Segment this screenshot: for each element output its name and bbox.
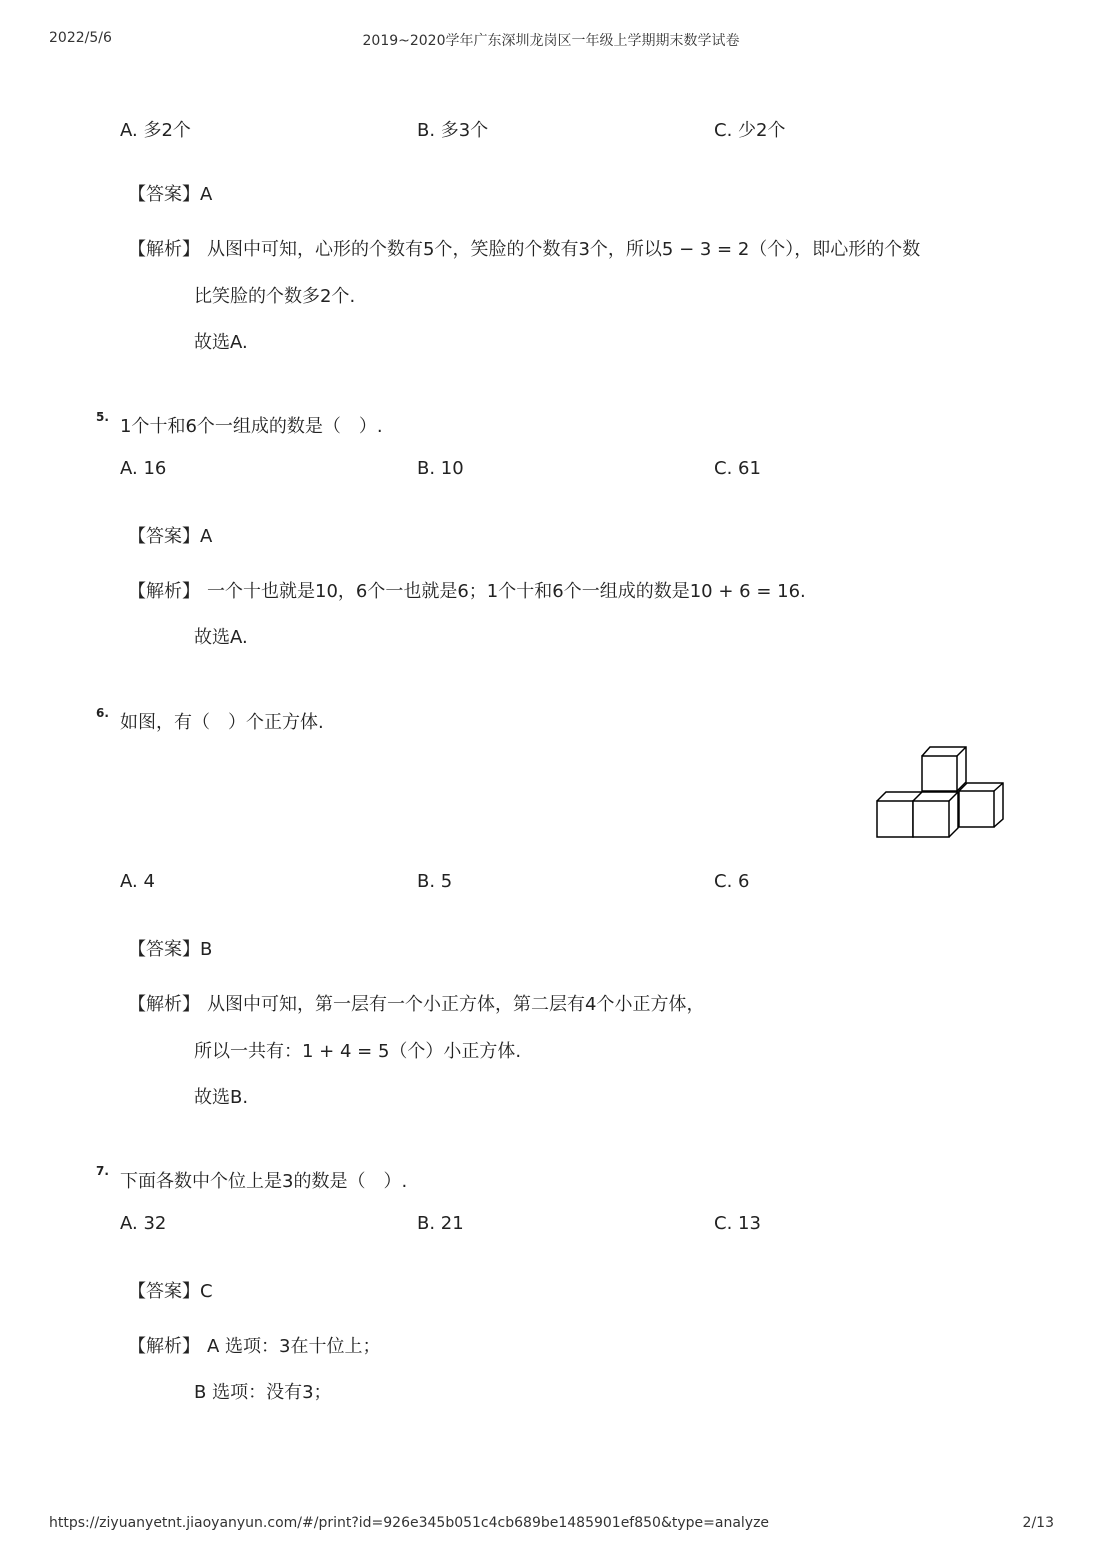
q6-analysis-line3: 故选B. — [194, 1087, 249, 1108]
q7-answer: 【答案】C — [128, 1281, 213, 1302]
q5-analysis-line1: 一个十也就是10，6个一也就是6；1个十和6个一组成的数是10 + 6 = 16. — [207, 581, 806, 602]
q4-option-a: A. 多2个 — [120, 120, 191, 141]
q7-analysis-line2: B 选项：没有3； — [194, 1382, 332, 1403]
q7-option-a: A. 32 — [120, 1213, 167, 1234]
q4-answer: 【答案】A — [128, 184, 213, 205]
q5-option-a: A. 16 — [120, 458, 167, 479]
q4-analysis-line1: 从图中可知，心形的个数有5个，笑脸的个数有3个，所以5 − 3 = 2（个），即心形的个数 — [207, 239, 921, 260]
q6-text: 如图，有（ ）个正方体. — [120, 712, 324, 733]
q6-number: 6. — [96, 706, 109, 720]
q6-analysis-label: 【解析】 — [128, 994, 200, 1015]
q5-analysis-label: 【解析】 — [128, 581, 200, 602]
print-date: 2022/5/6 — [49, 30, 112, 46]
q6-option-b: B. 5 — [417, 871, 453, 892]
q7-text: 下面各数中个位上是3的数是（ ）. — [120, 1171, 408, 1192]
q7-analysis-label: 【解析】 — [128, 1336, 200, 1357]
q5-analysis-line2: 故选A. — [194, 627, 248, 648]
cube-stack-figure — [874, 745, 1006, 841]
q5-option-b: B. 10 — [417, 458, 464, 479]
q4-analysis-line2: 比笑脸的个数多2个. — [194, 286, 356, 307]
q7-option-b: B. 21 — [417, 1213, 464, 1234]
q4-analysis-label: 【解析】 — [128, 239, 200, 260]
q6-answer: 【答案】B — [128, 939, 213, 960]
q5-option-c: C. 61 — [714, 458, 761, 479]
q5-answer: 【答案】A — [128, 526, 213, 547]
q4-analysis-line3: 故选A. — [194, 332, 248, 353]
q6-option-c: C. 6 — [714, 871, 750, 892]
page-number: 2/13 — [1022, 1515, 1054, 1531]
q6-option-a: A. 4 — [120, 871, 155, 892]
q4-option-c: C. 少2个 — [714, 120, 786, 141]
document-title: 2019~2020学年广东深圳龙岗区一年级上学期期末数学试卷 — [362, 33, 740, 49]
q7-number: 7. — [96, 1164, 109, 1178]
q4-option-b: B. 多3个 — [417, 120, 489, 141]
q5-number: 5. — [96, 410, 109, 424]
middle-cube — [913, 792, 958, 837]
top-cube — [922, 747, 966, 791]
q6-analysis-line1: 从图中可知，第一层有一个小正方体，第二层有4个小正方体， — [207, 994, 705, 1015]
q6-analysis-line2: 所以一共有：1 + 4 = 5（个）小正方体. — [194, 1041, 522, 1062]
right-cube — [959, 783, 1003, 827]
q7-analysis-line1: A 选项：3在十位上； — [207, 1336, 381, 1357]
q5-text: 1个十和6个一组成的数是（ ）. — [120, 416, 383, 437]
page-url: https://ziyuanyetnt.jiaoyanyun.com/#/print?id=926e345b051c4cb689be1485901ef850&type=analyze — [49, 1515, 770, 1531]
q7-option-c: C. 13 — [714, 1213, 761, 1234]
